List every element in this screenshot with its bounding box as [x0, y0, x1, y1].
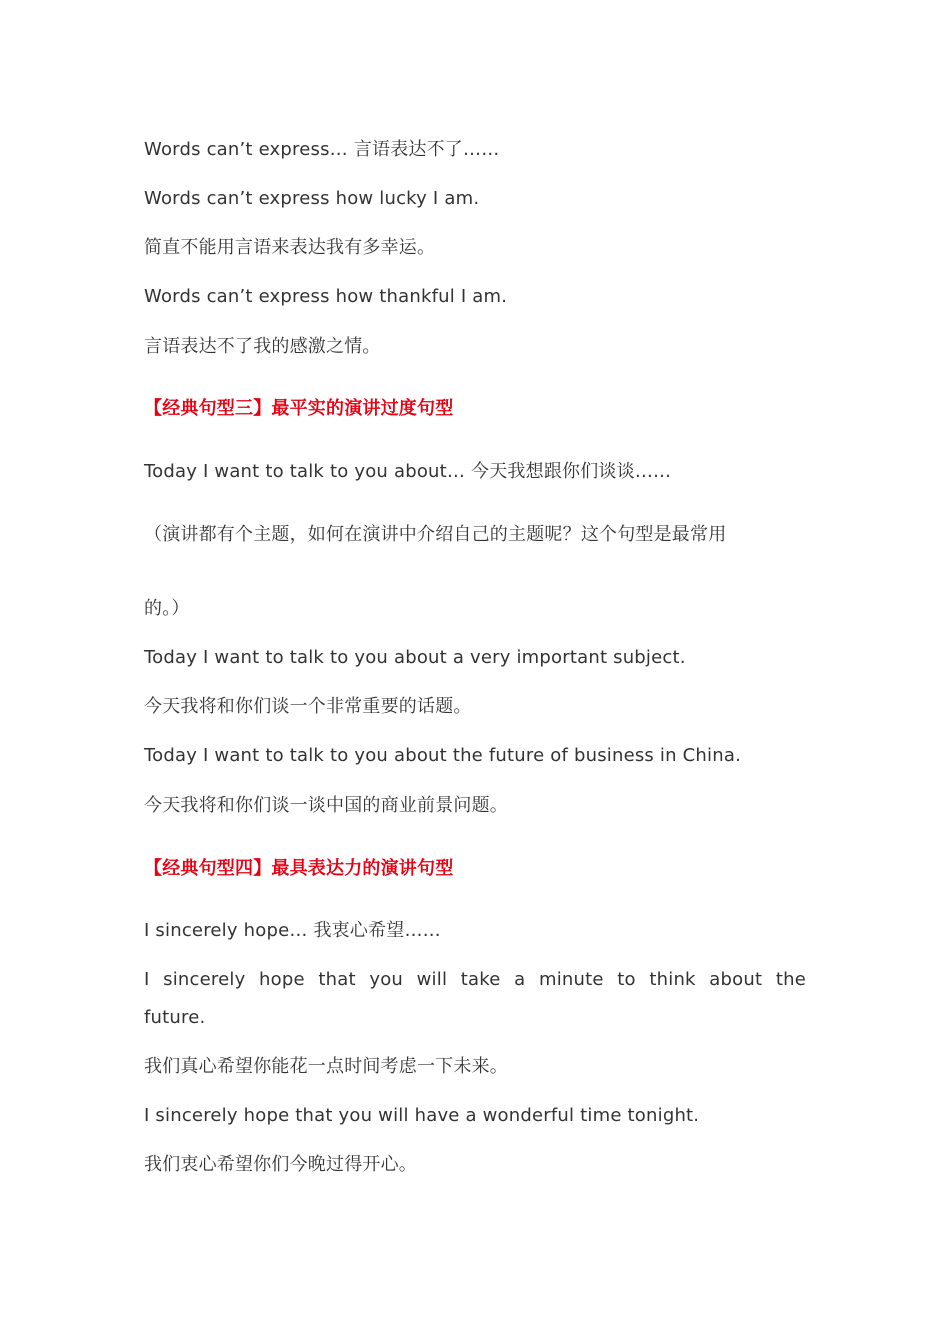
- example-sentence-zh: 言语表达不了我的感激之情。: [144, 336, 381, 357]
- phrase-today-i-want-to-talk: Today I want to talk to you about… 今天我想跟你们谈谈……: [144, 461, 672, 482]
- section-heading-pattern-3: 【经典句型三】最平实的演讲过度句型: [144, 398, 454, 419]
- example-sentence-zh: 今天我将和你们谈一个非常重要的话题。: [144, 696, 472, 717]
- example-sentence-en: I sincerely hope that you will have a wonderful time tonight.: [144, 1105, 700, 1126]
- example-sentence-en: Today I want to talk to you about a very important subject.: [144, 647, 686, 668]
- note-paragraph-line-1: （演讲都有个主题，如何在演讲中介绍自己的主题呢？这个句型是最常用: [144, 524, 727, 545]
- example-sentence-en: Today I want to talk to you about the future of business in China.: [144, 745, 742, 766]
- example-sentence-en: Words can’t express how thankful I am.: [144, 286, 508, 307]
- example-sentence-en: Words can’t express how lucky I am.: [144, 188, 480, 209]
- phrase-words-cant-express: Words can’t express… 言语表达不了……: [144, 139, 500, 160]
- section-heading-pattern-4: 【经典句型四】最具表达力的演讲句型: [144, 858, 454, 879]
- example-sentence-zh: 简直不能用言语来表达我有多幸运。: [144, 237, 436, 258]
- note-paragraph-line-2: 的。）: [144, 598, 190, 619]
- example-sentence-en-line-2: future.: [144, 1007, 206, 1028]
- example-sentence-zh: 我们衷心希望你们今晚过得开心。: [144, 1154, 417, 1175]
- example-sentence-zh: 我们真心希望你能花一点时间考虑一下未来。: [144, 1056, 508, 1077]
- phrase-i-sincerely-hope: I sincerely hope… 我衷心希望……: [144, 920, 441, 941]
- example-sentence-zh: 今天我将和你们谈一谈中国的商业前景问题。: [144, 795, 508, 816]
- example-sentence-en-justified: I sincerely hope that you will take a minute to think about the: [144, 969, 806, 990]
- example-sentence-en-line-1: [144, 968, 806, 992]
